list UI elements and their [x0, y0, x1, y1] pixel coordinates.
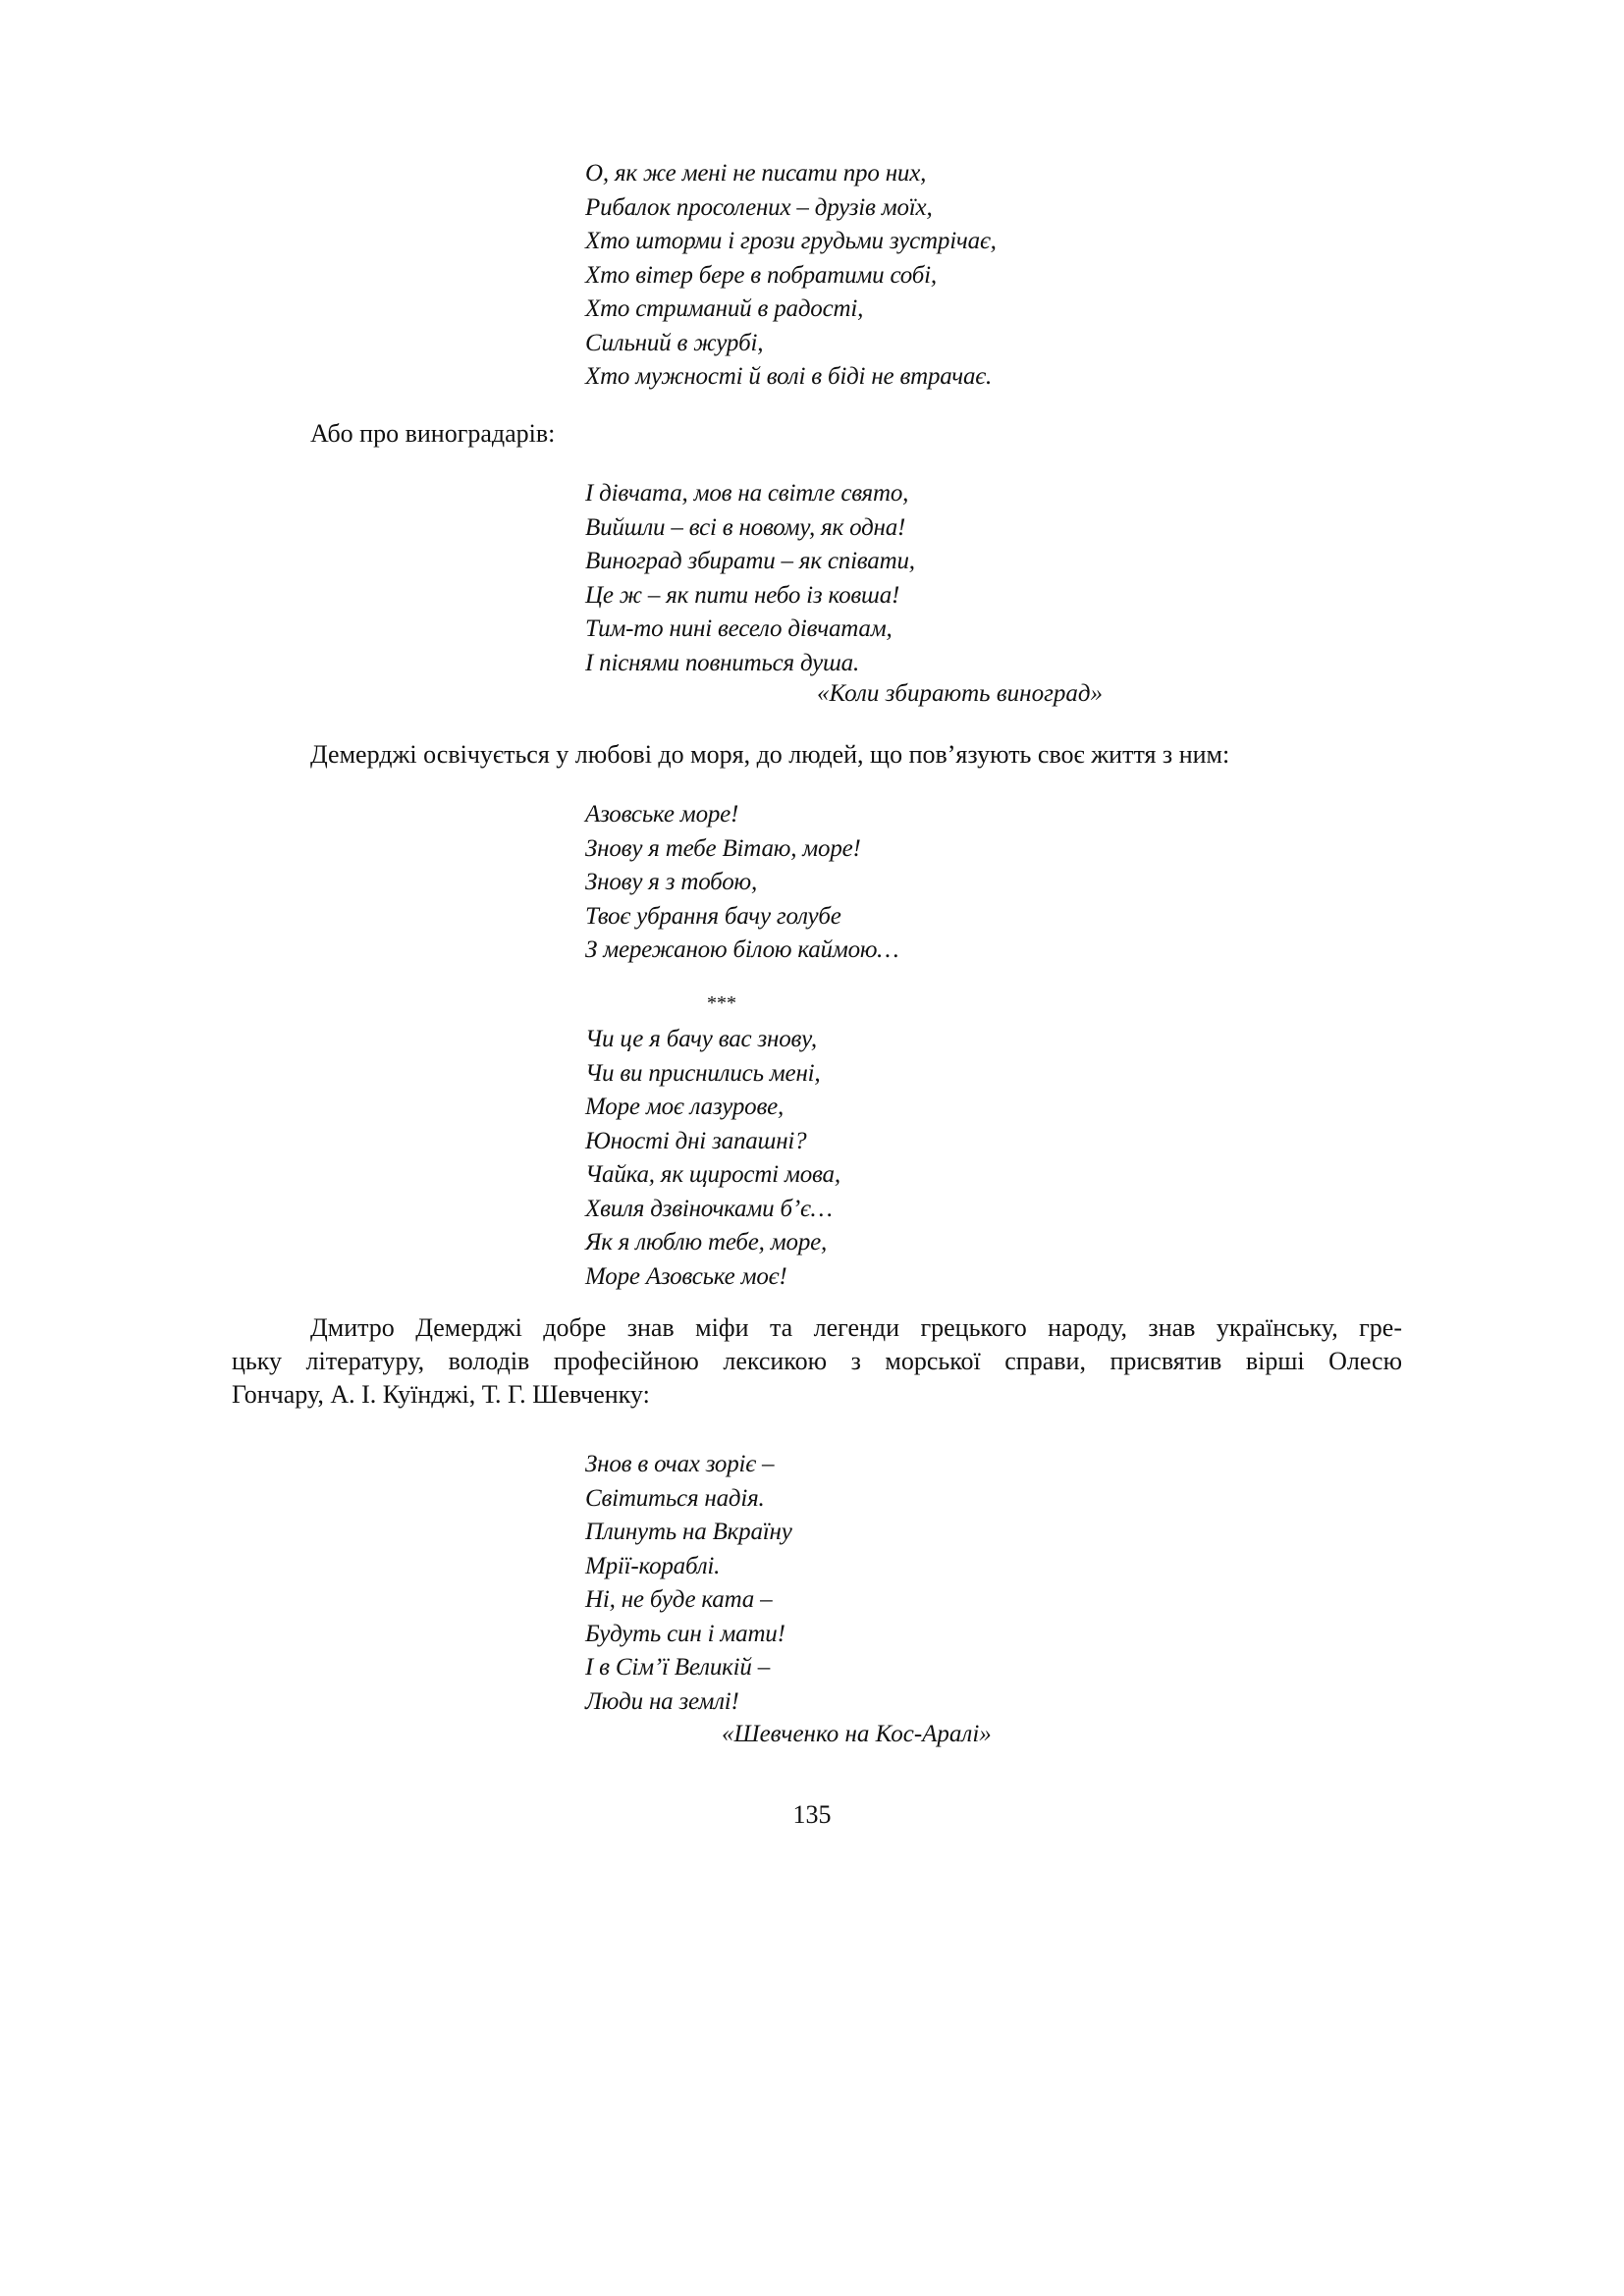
- poem-line: Знов в очах зоріє –: [585, 1451, 775, 1477]
- intro-vinogradari: Або про виноградарів:: [310, 419, 556, 448]
- poem-line: З мережаною білою каймою…: [585, 936, 899, 963]
- poem-line: Твоє убрання бачу голубе: [585, 902, 841, 930]
- poem-stanza-fishermen: [585, 157, 997, 395]
- poem-line: Вийшли – всі в новому, як одна!: [585, 513, 906, 541]
- poem-line: О, як же мені не писати про них,: [585, 160, 927, 187]
- poem-line: Рибалок просолених – друзів моїх,: [585, 193, 933, 221]
- poem-caption-shevchenko: «Шевченко на Кос-Аралі»: [722, 1721, 992, 1747]
- paragraph-demerdzhi: [232, 1311, 1402, 1412]
- poem-line: Море моє лазурове,: [585, 1094, 785, 1120]
- poem-line: І дівчата, мов на світле свято,: [585, 480, 909, 507]
- poem-stanza-azov: [585, 798, 898, 968]
- poem-line: Чи ви приснились мені,: [585, 1059, 821, 1087]
- paragraph-line: цьку літературу, володів професійною лексикою з морської справи, присвятив вірші Олесю: [232, 1347, 1402, 1375]
- poem-caption-vinograd: «Коли збирають виноград»: [817, 680, 1103, 707]
- poem-line: Тим-то нині весело дівчатам,: [585, 615, 893, 642]
- poem-line: Море Азовське моє!: [585, 1262, 787, 1290]
- poem-line: Люди на землі!: [585, 1687, 739, 1715]
- poem-line: Чайка, як щирості мова,: [585, 1161, 840, 1188]
- poem-line: Хто вітер бере в побратими собі,: [585, 261, 937, 289]
- poem-line: Виноград збирати – як співати,: [585, 548, 915, 574]
- poem-stanza-more-moe: [585, 1023, 840, 1294]
- poem-line: Юності дні запашні?: [585, 1127, 807, 1154]
- poem-line: Чи це я бачу вас знову,: [585, 1026, 817, 1052]
- intro-more: Демерджі освічується у любові до моря, до людей, що пов’язують своє життя з ним:: [310, 740, 1230, 769]
- poem-line: Сильний в журбі,: [585, 329, 764, 356]
- poem-stanza-shevchenko: [585, 1448, 792, 1719]
- poem-line: І в Сім’ї Великій –: [585, 1654, 771, 1681]
- poem-line: Це ж – як пити небо із ковша!: [585, 581, 900, 609]
- page-number: 135: [792, 1800, 832, 1829]
- poem-line: Хто стриманий в радості,: [585, 295, 864, 322]
- poem-line: Хто мужності й волі в біді не втрачає.: [585, 363, 993, 390]
- poem-line: Як я люблю тебе, море,: [585, 1229, 828, 1255]
- poem-line: І піснями повниться душа.: [585, 649, 860, 676]
- stanza-separator: ***: [707, 992, 736, 1014]
- poem-line: Хто шторми і грози грудьми зустрічає,: [585, 228, 997, 254]
- poem-line: Будуть син і мати!: [585, 1620, 785, 1647]
- poem-stanza-vinograd: [585, 477, 915, 680]
- poem-line: Мрії-кораблі.: [585, 1552, 721, 1579]
- poem-line: Знову я з тобою,: [585, 869, 757, 895]
- poem-line: Хвиля дзвіночками б’є…: [585, 1195, 833, 1222]
- poem-line: Плинуть на Вкраїну: [585, 1519, 792, 1545]
- poem-line: Ні, не буде ката –: [585, 1586, 773, 1613]
- paragraph-line: Гончару, А. І. Куїнджі, Т. Г. Шевченку:: [232, 1380, 650, 1409]
- poem-line: Азовське море!: [585, 801, 739, 828]
- poem-line: Світиться надія.: [585, 1484, 765, 1512]
- paragraph-line: Дмитро Демерджі добре знав міфи та легенди грецького народу, знав українську, гре-: [310, 1313, 1402, 1342]
- poem-line: Знову я тебе Вітаю, море!: [585, 834, 861, 862]
